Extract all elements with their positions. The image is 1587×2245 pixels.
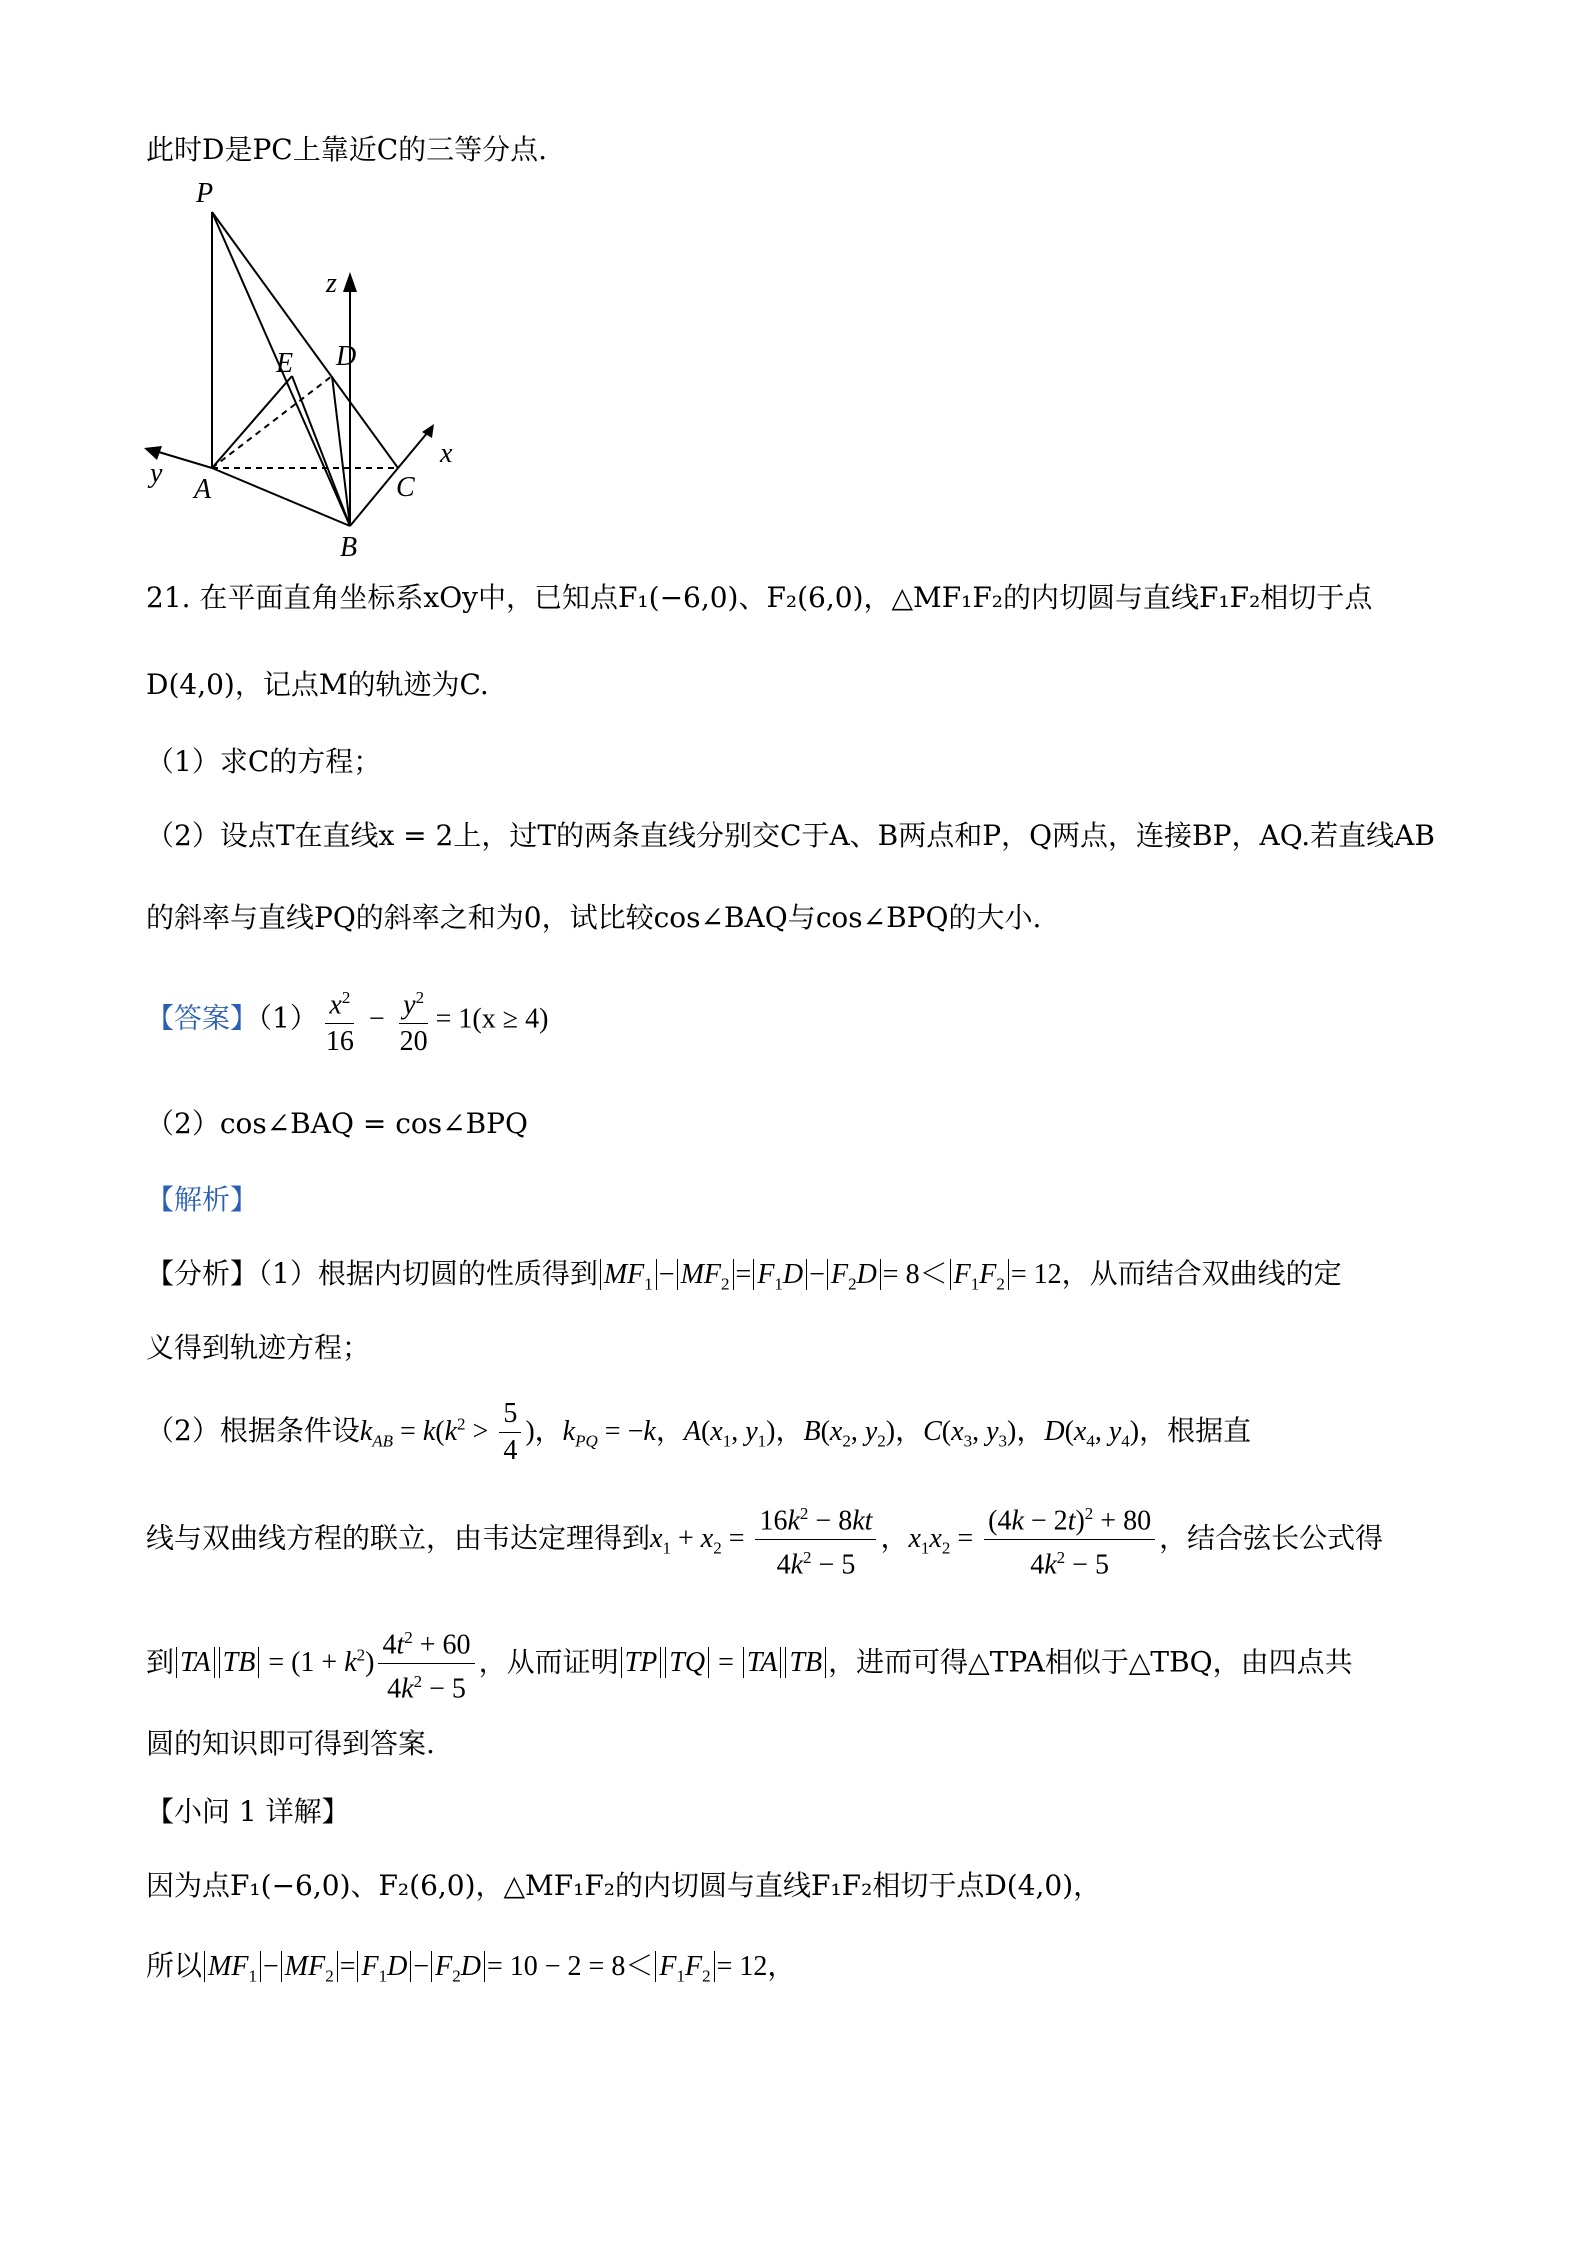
- subquestion-heading: 【小问 1 详解】: [146, 1795, 350, 1828]
- analysis-line6: 圆的知识即可得到答案.: [146, 1727, 435, 1760]
- analysis-line5: 到 TA TB = $(1 + k^2)$ $\frac{4t^2 + 60}{4k^2 - 5}$ ，从而证明 TP TQ = TA TB ，进而可得△TPA相似于△TBQ，由四点共: [146, 1620, 1353, 1708]
- fraction-y2-20: $\frac{y^2}{20}$: [396, 980, 432, 1060]
- analysis-line2: 义得到轨迹方程；: [146, 1331, 371, 1364]
- question-part1: （1）求C的方程；: [146, 745, 382, 778]
- detail-line1: 因为点F₁(−6,0)、F₂(6,0)，△MF₁F₂的内切圆与直线F₁F₂相切于点D(4,0)，: [146, 1869, 1102, 1902]
- analysis-heading: 【解析】: [146, 1183, 259, 1216]
- fraction-x2-16: $\frac{x^2}{16}$: [322, 980, 358, 1060]
- answer-part1-prefix: （1）: [258, 1001, 318, 1035]
- label-z: z: [326, 268, 337, 299]
- answer-line1: 【答案】（1） $\frac{x^2}{16}$ − $\frac{y^2}{20}$ = 1(x ≥ 4): [146, 980, 548, 1060]
- question-21-line2: D(4,0)，记点M的轨迹为C.: [146, 668, 489, 701]
- question-part2-line1: （2）设点T在直线x = 2上，过T的两条直线分别交C于A、B两点和P，Q两点，连接BP，AQ.若直线AB: [146, 819, 1435, 852]
- answer-tag: 【答案】: [146, 1001, 259, 1035]
- label-P: P: [196, 180, 214, 209]
- answer-part1-tail: = 1(x ≥ 4): [435, 1003, 549, 1035]
- answer-line2: （2）cos∠BAQ = cos∠BPQ: [146, 1107, 528, 1140]
- label-x: x: [440, 438, 453, 469]
- label-E: E: [276, 348, 294, 379]
- analysis-line4: 线与双曲线方程的联立，由韦达定理得到$x_1 + x_2$ = $\frac{16k^2 - 8kt}{4k^2 - 5}$ ，$x_1x_2$ = $\frac{(4k - 2t)^2 + 80}{4k^2 - 5}$ ，结合弦长公式得: [146, 1496, 1383, 1584]
- label-B: B: [340, 532, 358, 560]
- text-line: 此时D是PC上靠近C的三等分点.: [146, 133, 548, 166]
- label-y: y: [150, 458, 163, 489]
- label-D: D: [336, 341, 357, 372]
- question-21-line1: 21. 在平面直角坐标系xOy中，已知点F₁(−6,0)、F₂(6,0)，△MF₁F₂的内切圆与直线F₁F₂相切于点: [146, 581, 1373, 614]
- analysis-line3: （2）根据条件设$k_{AB} = k(k^2$ > $\frac{5}{4}$ )，$k_{PQ} = -k$，$A(x_1$, $y_1$)，$B(x_2$, $y_2$)，$C(x_3$, $y_3$)，$D(x_4$, $y_4$)，根据直: [146, 1398, 1252, 1466]
- question-part2-line2: 的斜率与直线PQ的斜率之和为0，试比较cos∠BAQ与cos∠BPQ的大小.: [146, 901, 1042, 934]
- label-A: A: [194, 474, 212, 505]
- label-C: C: [396, 472, 415, 503]
- analysis-line1: 【分析】（1）根据内切圆的性质得到 $MF_1 - MF_2 = F_1D - F_2D = 8< F_1F_2 = 12$，从而结合双曲线的定: [146, 1257, 1342, 1294]
- detail-line2: 所以 $MF_1 - MF_2 = F_1D - F_2D = 10 - 2 = 8< F_1F_2 = 12$，: [146, 1949, 796, 1986]
- pyramid-figure: [140, 180, 560, 560]
